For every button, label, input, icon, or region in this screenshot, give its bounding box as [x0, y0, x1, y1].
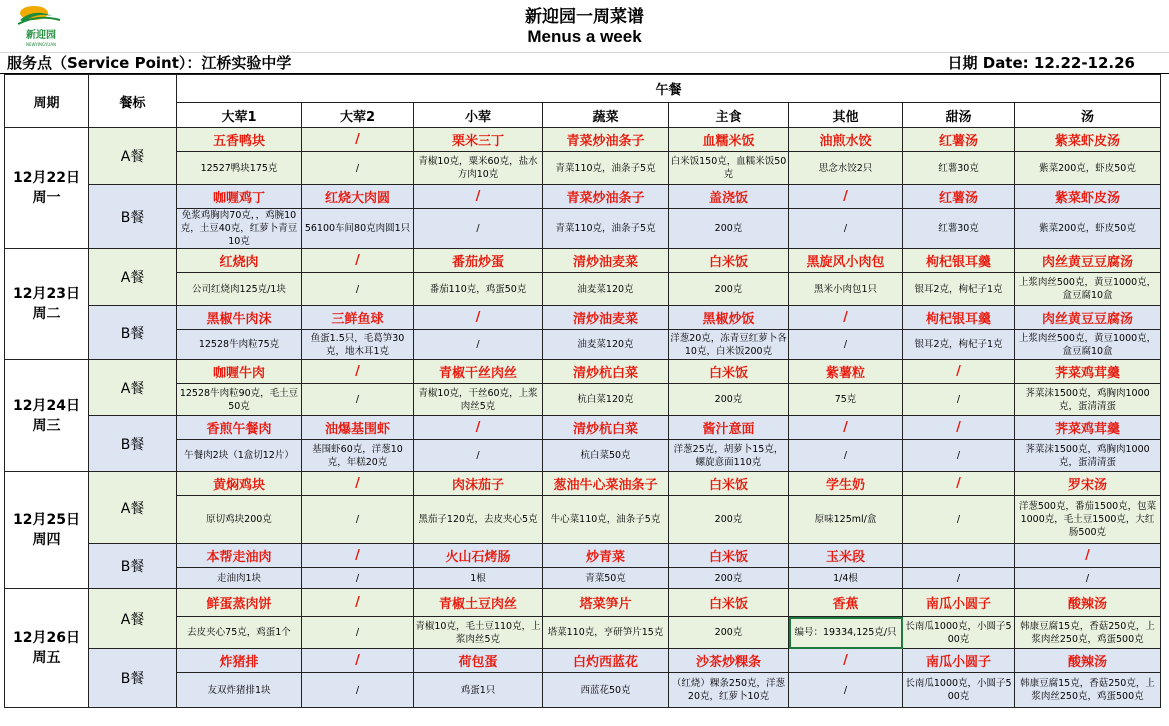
dish-cell[interactable]: / [302, 589, 414, 617]
dish-cell[interactable]: 三鲜鱼球 [302, 306, 414, 330]
table-row [5, 440, 1161, 472]
menu-table [4, 74, 1161, 708]
amount-cell[interactable]: 韩康豆腐15克，香菇250克，上浆肉丝250克，鸡蛋500克 [1015, 673, 1161, 708]
day-label[interactable] [5, 589, 89, 708]
amount-cell[interactable]: 荠菜沫1500克，鸡胸肉1000克，蛋清清蛋 [1015, 384, 1161, 416]
dish-cell[interactable]: 沙茶炒粿条 [669, 649, 789, 673]
amount-cell[interactable]: 牛心菜110克，油条子5克 [543, 496, 669, 544]
meal-type-label[interactable]: A餐 [89, 360, 177, 416]
amount-cell[interactable]: / [903, 440, 1015, 472]
day-date: 12月22日 [13, 170, 80, 186]
dish-cell[interactable]: 青椒干丝肉丝 [414, 360, 543, 384]
table-row [5, 360, 1161, 384]
amount-cell[interactable]: 原切鸡块200克 [177, 496, 302, 544]
dish-cell[interactable]: / [1015, 544, 1161, 568]
dish-cell[interactable]: / [789, 306, 903, 330]
col-header-vegetable: 蔬菜 [543, 103, 669, 128]
meal-type-label[interactable]: B餐 [89, 306, 177, 360]
amount-cell[interactable]: 青椒10克，干丝60克，上浆肉丝5克 [414, 384, 543, 416]
meal-type-label[interactable]: B餐 [89, 544, 177, 589]
meal-type-label[interactable]: A餐 [89, 249, 177, 306]
amount-cell[interactable]: 鱼蛋1.5只，毛葛笋30克，地木耳1克 [302, 330, 414, 360]
dish-cell[interactable]: 炒青菜 [543, 544, 669, 568]
dish-cell[interactable]: 荷包蛋 [414, 649, 543, 673]
amount-cell[interactable]: / [302, 568, 414, 589]
day-weekday: 周四 [32, 532, 61, 548]
dish-cell[interactable]: 肉丝黄豆豆腐汤 [1015, 249, 1161, 273]
dish-cell[interactable]: 番茄炒蛋 [414, 249, 543, 273]
dish-cell[interactable]: 罗宋汤 [1015, 472, 1161, 496]
amount-cell[interactable]: 紫菜200克，虾皮50克 [1015, 209, 1161, 249]
dish-cell[interactable]: 油爆基围虾 [302, 416, 414, 440]
amount-cell[interactable]: 银耳2克，枸杞子1克 [903, 330, 1015, 360]
dish-cell[interactable]: 青菜炒油条子 [543, 128, 669, 152]
amount-cell[interactable]: 上浆肉丝500克，黄豆1000克，盒豆腐10盒 [1015, 273, 1161, 306]
amount-cell[interactable]: 青菜50克 [543, 568, 669, 589]
amount-cell[interactable]: / [789, 330, 903, 360]
day-weekday: 周一 [32, 190, 61, 206]
amount-cell[interactable]: 友双炸猪排1块 [177, 673, 302, 708]
amount-cell[interactable]: 免浆鸡胸肉70克，，鸡腕10克，土豆40克，红萝卜青豆10克 [177, 209, 302, 249]
table-row [5, 416, 1161, 440]
dish-cell[interactable]: 南瓜小圆子 [903, 589, 1015, 617]
col-header-soup: 汤 [1015, 103, 1161, 128]
service-point: 服务点（Service Point）：江桥实验中学 [7, 54, 292, 72]
dish-cell[interactable]: 青椒土豆肉丝 [414, 589, 543, 617]
dish-cell[interactable]: 紫薯粒 [789, 360, 903, 384]
day-weekday: 周五 [32, 650, 61, 666]
dish-cell[interactable]: 清炒杭白菜 [543, 360, 669, 384]
dish-cell[interactable]: 盖浇饭 [669, 185, 789, 209]
dish-cell[interactable]: 清炒杭白菜 [543, 416, 669, 440]
amount-cell[interactable]: 洋葱25克，胡萝卜15克，螺旋意面110克 [669, 440, 789, 472]
amount-cell[interactable]: 200克 [669, 496, 789, 544]
amount-cell[interactable]: 油麦菜120克 [543, 330, 669, 360]
day-label[interactable] [5, 472, 89, 589]
amount-cell[interactable]: 紫菜200克，虾皮50克 [1015, 152, 1161, 185]
amount-cell[interactable]: 银耳2克，枸杞子1克 [903, 273, 1015, 306]
dish-cell[interactable]: / [414, 416, 543, 440]
dish-cell[interactable]: 红烧肉 [177, 249, 302, 273]
amount-cell[interactable]: 原味125ml/盒 [789, 496, 903, 544]
table-row [5, 273, 1161, 306]
dish-cell[interactable]: 血糯米饭 [669, 128, 789, 152]
amount-cell[interactable]: / [414, 209, 543, 249]
amount-cell[interactable]: 韩康豆腐15克，香菇250克，上浆肉丝250克，鸡蛋500克 [1015, 617, 1161, 649]
amount-cell[interactable]: 西蓝花50克 [543, 673, 669, 708]
amount-cell[interactable]: / [302, 152, 414, 185]
dish-cell[interactable]: / [302, 472, 414, 496]
amount-cell[interactable]: 鸡蛋1只 [414, 673, 543, 708]
amount-cell[interactable]: 1根 [414, 568, 543, 589]
dish-cell[interactable]: 青菜炒油条子 [543, 185, 669, 209]
amount-cell[interactable]: / [789, 673, 903, 708]
dish-cell[interactable]: / [789, 416, 903, 440]
amount-cell[interactable]: 青菜110克，油条子5克 [543, 209, 669, 249]
amount-cell[interactable]: 长南瓜1000克，小圆子500克 [903, 617, 1015, 649]
amount-cell[interactable]: 红薯30克 [903, 152, 1015, 185]
amount-cell[interactable]: / [789, 440, 903, 472]
table-row [5, 185, 1161, 209]
amount-cell[interactable]: / [903, 568, 1015, 589]
amount-cell[interactable]: 思念水饺2只 [789, 152, 903, 185]
table-row [5, 209, 1161, 249]
date-range: 日期 Date: 12.22-12.26 [947, 54, 1135, 72]
table-row [5, 496, 1161, 544]
amount-cell[interactable]: / [414, 440, 543, 472]
meal-type-label[interactable]: B餐 [89, 649, 177, 708]
dish-cell[interactable]: / [789, 185, 903, 209]
amount-cell[interactable]: / [414, 330, 543, 360]
logo-text: 新迎园 [26, 30, 56, 41]
dish-cell[interactable]: / [903, 472, 1015, 496]
dish-cell[interactable]: 白米饭 [669, 249, 789, 273]
dish-cell[interactable]: 黑旋风小肉包 [789, 249, 903, 273]
amount-cell[interactable]: 洋葱20克，冻青豆红萝卜各10克，白米饭200克 [669, 330, 789, 360]
col-header-main-meat-1: 大荤1 [177, 103, 302, 128]
header-lunch: 午餐 [177, 75, 1161, 103]
amount-cell[interactable]: / [302, 273, 414, 306]
amount-cell[interactable]: 塔菜110克，亨研笋片15克 [543, 617, 669, 649]
dish-cell[interactable]: 塔菜笋片 [543, 589, 669, 617]
dish-cell[interactable]: 本帮走油肉 [177, 544, 302, 568]
amount-cell[interactable]: 青椒10克，粟米60克，盐水方肉10克 [414, 152, 543, 185]
dish-cell[interactable]: 咖喱鸡丁 [177, 185, 302, 209]
amount-cell[interactable]: 洋葱500克，番茄1500克，包菜1000克，毛土豆1500克，大红肠500克 [1015, 496, 1161, 544]
amount-cell[interactable]: 去皮夹心75克，鸡蛋1个 [177, 617, 302, 649]
dish-cell[interactable]: / [414, 185, 543, 209]
amount-cell[interactable]: 200克 [669, 273, 789, 306]
dish-cell[interactable]: / [302, 249, 414, 273]
dish-cell[interactable]: 五香鸭块 [177, 128, 302, 152]
dish-cell[interactable]: / [302, 128, 414, 152]
dish-cell[interactable]: 黑椒牛肉沫 [177, 306, 302, 330]
dish-cell[interactable]: / [903, 360, 1015, 384]
col-header-main-meat-2: 大荤2 [302, 103, 414, 128]
amount-cell[interactable]: 75克 [789, 384, 903, 416]
day-date: 12月26日 [13, 630, 80, 646]
amount-cell[interactable]: 杭白菜50克 [543, 440, 669, 472]
dish-cell[interactable]: 油煎水饺 [789, 128, 903, 152]
table-row [5, 472, 1161, 496]
dish-cell[interactable]: 清炒油麦菜 [543, 306, 669, 330]
dish-cell[interactable]: 枸杞银耳羹 [903, 249, 1015, 273]
amount-cell[interactable]: 红薯30克 [903, 209, 1015, 249]
amount-cell[interactable]: / [302, 617, 414, 649]
amount-cell[interactable]: / [789, 209, 903, 249]
col-header-other: 其他 [789, 103, 903, 128]
dish-cell[interactable]: 酱汁意面 [669, 416, 789, 440]
dish-cell[interactable]: 香蕉 [789, 589, 903, 617]
amount-cell[interactable]: / [302, 384, 414, 416]
day-label[interactable] [5, 128, 89, 249]
table-row [5, 306, 1161, 330]
selected-amount-cell[interactable]: 编号：19334,125克/只 [789, 617, 903, 649]
dish-cell[interactable]: 红薯汤 [903, 128, 1015, 152]
meal-type-label[interactable]: A餐 [89, 128, 177, 185]
dish-cell[interactable]: / [414, 306, 543, 330]
table-row [5, 617, 1161, 649]
dish-cell[interactable]: 红烧大肉圆 [302, 185, 414, 209]
amount-cell[interactable]: 白米饭150克，血糯米饭50克 [669, 152, 789, 185]
table-row [5, 649, 1161, 673]
day-date: 12月23日 [13, 286, 80, 302]
amount-cell[interactable]: 荠菜沫1500克，鸡胸肉1000克，蛋清清蛋 [1015, 440, 1161, 472]
amount-cell[interactable]: 青椒10克，毛土豆110克，上浆肉丝5克 [414, 617, 543, 649]
amount-cell[interactable]: 12528牛肉粒90克，毛土豆50克 [177, 384, 302, 416]
day-date: 12月25日 [13, 512, 80, 528]
dish-cell[interactable]: 黄焖鸡块 [177, 472, 302, 496]
amount-cell[interactable]: 200克 [669, 209, 789, 249]
dish-cell[interactable]: / [302, 544, 414, 568]
dish-cell[interactable]: 玉米段 [789, 544, 903, 568]
amount-cell[interactable]: 油麦菜120克 [543, 273, 669, 306]
table-row [5, 249, 1161, 273]
amount-cell[interactable]: 12528牛肉粒75克 [177, 330, 302, 360]
amount-cell[interactable]: 公司红烧肉125克/1块 [177, 273, 302, 306]
dish-cell[interactable]: 紫菜虾皮汤 [1015, 185, 1161, 209]
table-row [5, 673, 1161, 708]
amount-cell[interactable]: 午餐肉2块（1盒切12片） [177, 440, 302, 472]
amount-cell[interactable]: 基围虾60克，洋葱10克，年糕20克 [302, 440, 414, 472]
amount-cell[interactable]: / [302, 496, 414, 544]
amount-cell[interactable]: / [302, 673, 414, 708]
day-label[interactable] [5, 249, 89, 360]
dish-cell[interactable]: 学生奶 [789, 472, 903, 496]
day-weekday: 周二 [32, 306, 61, 322]
amount-cell[interactable]: （红烧）粿条250克，洋葱20克，红萝卜10克 [669, 673, 789, 708]
amount-cell[interactable]: 杭白菜120克 [543, 384, 669, 416]
table-row [5, 330, 1161, 360]
dish-cell[interactable]: 白米饭 [669, 589, 789, 617]
dish-cell[interactable] [903, 544, 1015, 568]
dish-cell[interactable]: / [789, 649, 903, 673]
meal-type-label[interactable]: A餐 [89, 472, 177, 544]
col-header-small-meat: 小荤 [414, 103, 543, 128]
dish-cell[interactable]: 南瓜小圆子 [903, 649, 1015, 673]
dish-cell[interactable]: / [302, 649, 414, 673]
meal-type-label[interactable]: B餐 [89, 185, 177, 249]
amount-cell[interactable]: 12527鸭块175克 [177, 152, 302, 185]
day-date: 12月24日 [13, 397, 80, 414]
meal-type-label[interactable]: A餐 [89, 589, 177, 649]
table-row [5, 152, 1161, 185]
menu-body [5, 128, 1161, 708]
dish-cell[interactable]: 栗米三丁 [414, 128, 543, 152]
amount-cell[interactable]: / [1015, 568, 1161, 589]
dish-cell[interactable]: 咖喱牛肉 [177, 360, 302, 384]
dish-cell[interactable]: 肉沫茄子 [414, 472, 543, 496]
day-weekday: 周三 [32, 417, 61, 434]
page-subtitle: Menus a week [527, 27, 642, 46]
day-label[interactable] [5, 360, 89, 472]
table-row [5, 589, 1161, 617]
amount-cell[interactable]: 1/4根 [789, 568, 903, 589]
dish-cell[interactable]: 黑椒炒饭 [669, 306, 789, 330]
dish-cell[interactable]: 香煎午餐肉 [177, 416, 302, 440]
amount-cell[interactable]: 长南瓜1000克，小圆子500克 [903, 673, 1015, 708]
header-meal-type: 餐标 [89, 75, 177, 128]
amount-cell[interactable]: 黑米小肉包1只 [789, 273, 903, 306]
amount-cell[interactable]: 200克 [669, 384, 789, 416]
dish-cell[interactable]: 鲜蛋蒸肉饼 [177, 589, 302, 617]
amount-cell[interactable]: 上浆肉丝500克，黄豆1000克，盒豆腐10盒 [1015, 330, 1161, 360]
svg-text:NEWYINGYUAN: NEWYINGYUAN [25, 42, 57, 47]
page-title: 新迎园一周菜谱 [525, 7, 644, 27]
col-header-sweet-soup: 甜汤 [903, 103, 1015, 128]
amount-cell[interactable]: / [903, 384, 1015, 416]
dish-cell[interactable]: 肉丝黄豆豆腐汤 [1015, 306, 1161, 330]
dish-cell[interactable]: 酸辣汤 [1015, 649, 1161, 673]
dish-cell[interactable]: 酸辣汤 [1015, 589, 1161, 617]
page-header [0, 0, 1169, 53]
dish-cell[interactable]: 荠菜鸡茸羹 [1015, 416, 1161, 440]
amount-cell[interactable]: / [903, 496, 1015, 544]
amount-cell[interactable]: 黑茄子120克，去皮夹心5克 [414, 496, 543, 544]
amount-cell[interactable]: 青菜110克，油条子5克 [543, 152, 669, 185]
amount-cell[interactable]: 56100车间80克肉圆1只 [302, 209, 414, 249]
amount-cell[interactable]: 200克 [669, 617, 789, 649]
table-row [5, 384, 1161, 416]
amount-cell[interactable]: 200克 [669, 568, 789, 589]
amount-cell[interactable]: 走油肉1块 [177, 568, 302, 589]
col-header-staple: 主食 [669, 103, 789, 128]
dish-cell[interactable]: 荠菜鸡茸羹 [1015, 360, 1161, 384]
dish-cell[interactable]: 红薯汤 [903, 185, 1015, 209]
dish-cell[interactable]: / [302, 360, 414, 384]
dish-cell[interactable]: 炸猪排 [177, 649, 302, 673]
table-row [5, 568, 1161, 589]
dish-cell[interactable]: 白米饭 [669, 472, 789, 496]
dish-cell[interactable]: 白灼西蓝花 [543, 649, 669, 673]
dish-cell[interactable]: / [903, 416, 1015, 440]
dish-cell[interactable]: 葱油牛心菜油条子 [543, 472, 669, 496]
table-row [5, 544, 1161, 568]
dish-cell[interactable]: 白米饭 [669, 360, 789, 384]
dish-cell[interactable]: 白米饭 [669, 544, 789, 568]
dish-cell[interactable]: 紫菜虾皮汤 [1015, 128, 1161, 152]
dish-cell[interactable]: 清炒油麦菜 [543, 249, 669, 273]
meal-type-label[interactable]: B餐 [89, 416, 177, 472]
table-row [5, 128, 1161, 152]
dish-cell[interactable]: 枸杞银耳羹 [903, 306, 1015, 330]
amount-cell[interactable]: 番茄110克，鸡蛋50克 [414, 273, 543, 306]
dish-cell[interactable]: 火山石烤肠 [414, 544, 543, 568]
header-week: 周期 [5, 75, 89, 128]
